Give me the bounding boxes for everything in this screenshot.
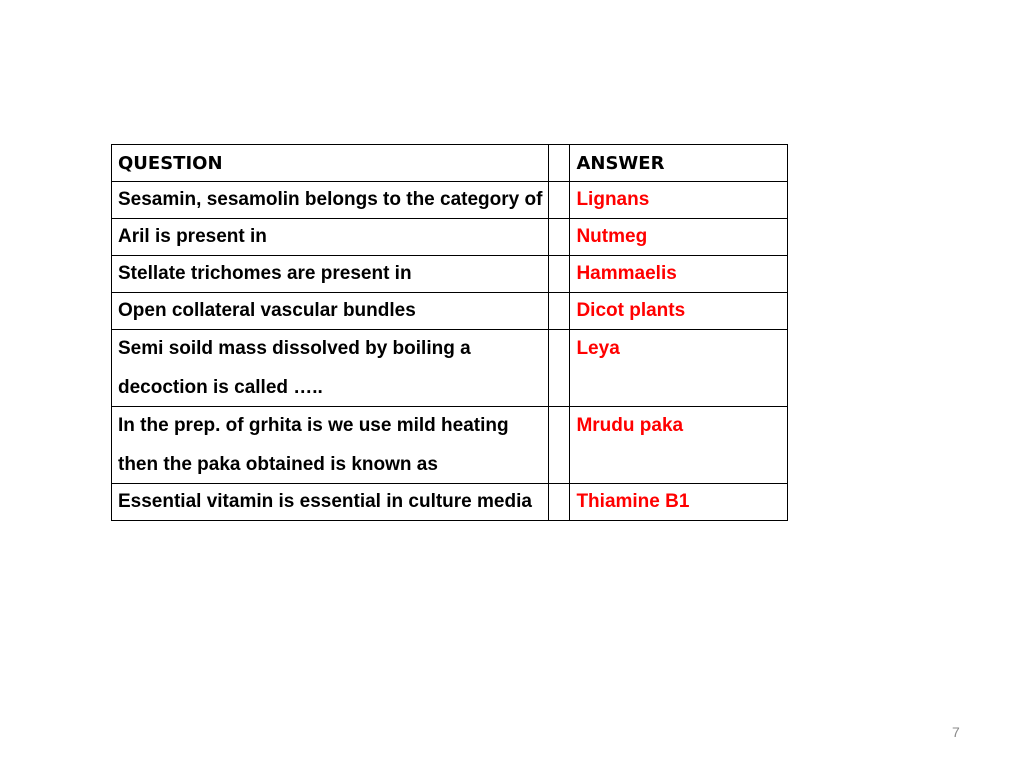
question-cell: Stellate trichomes are present in bbox=[112, 256, 549, 293]
question-cell: Sesamin, sesamolin belongs to the category of bbox=[112, 182, 549, 219]
question-line: In the prep. of grhita is we use mild heating bbox=[118, 415, 509, 436]
answer-header: ANSWER bbox=[570, 145, 788, 182]
answer-cell: Nutmeg bbox=[570, 219, 788, 256]
table-row bbox=[112, 293, 788, 330]
spacer-cell bbox=[549, 484, 570, 521]
question-line: then the paka obtained is known as bbox=[118, 454, 438, 475]
table-row bbox=[112, 407, 788, 484]
table-row bbox=[112, 219, 788, 256]
question-cell bbox=[112, 330, 549, 407]
answer-cell: Lignans bbox=[570, 182, 788, 219]
table-row bbox=[112, 484, 788, 521]
table-header-row bbox=[112, 145, 788, 182]
spacer-cell bbox=[549, 145, 570, 182]
spacer-cell bbox=[549, 330, 570, 407]
page-number: 7 bbox=[952, 724, 960, 740]
spacer-cell bbox=[549, 256, 570, 293]
spacer-cell bbox=[549, 407, 570, 484]
question-line: Semi soild mass dissolved by boiling a bbox=[118, 338, 471, 359]
table-row bbox=[112, 256, 788, 293]
question-cell: Open collateral vascular bundles bbox=[112, 293, 549, 330]
answer-cell: Mrudu paka bbox=[570, 407, 788, 484]
question-cell bbox=[112, 407, 549, 484]
spacer-cell bbox=[549, 293, 570, 330]
question-cell: Essential vitamin is essential in culture media bbox=[112, 484, 549, 521]
spacer-cell bbox=[549, 219, 570, 256]
spacer-cell bbox=[549, 182, 570, 219]
answer-cell: Hammaelis bbox=[570, 256, 788, 293]
question-cell: Aril is present in bbox=[112, 219, 549, 256]
qa-table bbox=[111, 144, 788, 521]
table-row bbox=[112, 330, 788, 407]
answer-cell: Thiamine B1 bbox=[570, 484, 788, 521]
answer-cell: Dicot plants bbox=[570, 293, 788, 330]
answer-cell: Leya bbox=[570, 330, 788, 407]
question-line: decoction is called ….. bbox=[118, 377, 323, 398]
question-header: QUESTION bbox=[112, 145, 549, 182]
table-row bbox=[112, 182, 788, 219]
